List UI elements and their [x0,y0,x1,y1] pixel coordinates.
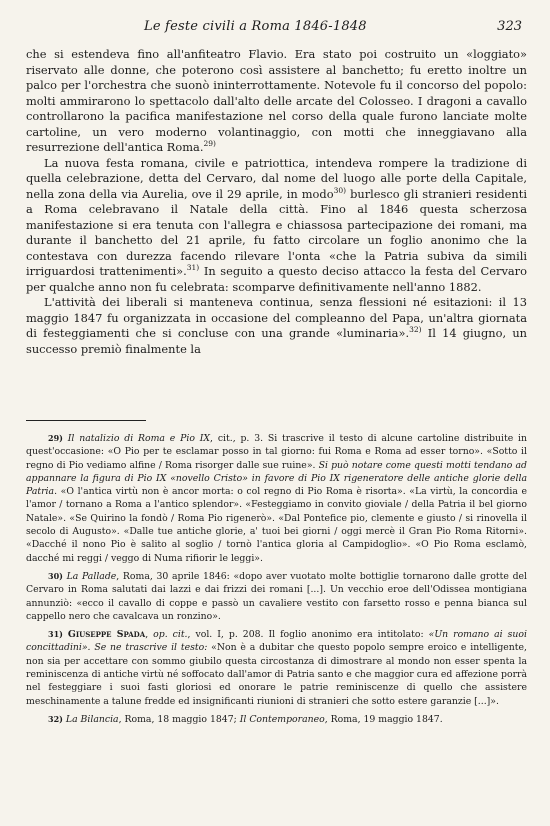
footnote-ref[interactable]: 29) [203,139,216,149]
footnote-author: Giuseppe Spada [67,629,146,641]
footnote-number: 31) [48,629,63,640]
footnote-ref[interactable]: 30) [333,185,347,195]
footnote-ref[interactable]: 32) [409,325,422,335]
footnote: 30) La Pallade, Roma, 30 aprile 1846: «dopo aver vuotato molte bottiglie tornarono dalle grotte del Cervaro in Roma salutati dai lazzi e dai frizzi dei romani [...]. Un vecchio eroe dell'Odissea montigiana annunziò: «ecco il cavallo di coppe e passò un cavaliere vestito con farsetto rosso e penna bianca sul cappello nero che cavalcava un ronzino». [26,570,527,622]
footnote-separator [26,420,146,421]
footnote-number: 29) [48,433,63,443]
paragraph: che si estendeva fino all'anfiteatro Flavio. Era stato poi costruito un «loggiato» riservato alle donne, che poterono così assistere al banchetto; fu eretto inoltre un palco per l'orchestra che suonò ininterrottamente. Notevole fu il concorso del popolo: molti ammirarono lo spettacolo dall'alto delle arcate del Colosseo. I dragoni a cavallo controllarono la pacifica manifestazione nel corso della quale furono lanciate molte cartoline, un vero moderno volantinaggio, con motti che inneggiavano alla resurrezione dell'antica Roma.$^{29)}$ [26,47,527,154]
running-title: Le feste civili a Roma 1846-1848 [144,19,367,34]
footnote: 29) Il natalizio di Roma e Pio IX, cit., p. 3. Si trascrive il testo di alcune cartoline distribuite in quest'occasione: «O Pio per te esclamar posso in tal giorno: fui Roma e Roma ad esser torno». «Sotto il regno di Pio vediamo alfine / Roma risorger dalle sue ruine». Si può notare come questi motti tendano ad appannare la figura di Pio IX «novello Cristo» in favore di Pio IX rigeneratore delle antiche glorie della Patria. «O l'antica virtù non è ancor morta: o col regno di Pio Roma è risorta». «La virtù, la concordia e l'amor / tornano a Roma a l'antico splendor». «Festeggiamo in convito gioviale / della Patria il bel giorno Natale». «Se Quirino la fondò / Roma Pio rigenerò». «Dal Pontefice pio, clemente e giusto / si rinovella il secolo di Augusto». «Dalle tue antiche glorie, a' tuoi bei giorni / oggi mercè il Gran Pio Roma Ritorni». «Dacché il nono Pio è salito al soglio / tornò l'antica gloria al Campidoglio». «O Pio Roma esclamò, dacché mi reggi / veggo di Numa rifiorir le leggi». [26,433,527,564]
paragraph: La nuova festa romana, civile e patriottica, intendeva rompere la tradizione di quella celebrazione, detta del Cervaro, dal nome del luogo alle porte della Capitale, nella zona della via Aurelia, ove il 29 aprile, in modo$^{30)}$ burlesco gli stranieri residenti a Roma celebravano il Natale della città. Fino al 1846 questa scherzosa manifestazione si era tenuta con l'allegra e chiassosa partecipazione dei romani, ma durante il banchetto del 21 aprile, fu fatto circolare un foglio anonimo che la contestava con durezza facendo rilevare l'onta «che la Patria subiva da simili irriguardosi trattenimenti».$^{31)}$ In seguito a questo deciso attacco la festa del Cervaro per qualche anno non fu celebrata: scomparve definitivamente nell'anno 1882. [26,155,527,294]
page-number: 323 [497,19,522,34]
footnote: 32) La Bilancia, Roma, 18 maggio 1847; Il Contemporaneo, Roma, 19 maggio 1847. [48,713,443,725]
footnote-ref[interactable]: 31) [186,263,200,273]
paragraph: L'attività dei liberali si manteneva continua, senza flessioni né esitazioni: il 13 maggio 1847 fu organizzata in occasione del compleanno del Papa, un'altra giornata di festeggiamenti che si concluse con una grande «luminaria».$^{32)}$ Il 14 giugno, un successo premiò finalmente la [26,295,527,356]
footnote-number: 30) [48,570,63,581]
page-header [26,17,530,37]
footnote: 31) Giuseppe Spada, op. cit., vol. I, p. 208. Il foglio anonimo era intitolato: «Un romano ai suoi concittadini». Se ne trascrive il testo: «Non è a dubitar che questo popolo sempre eroico e intelligente, non sia per accettare con sommo giubilo questa circostanza di dimostrare al mondo non esser spenta la reminiscenza di antiche virtù né soffocato dall'amor di Patria santo e che maggior cura ed affezione porrà nel festeggiare i suoi fasti gloriosi ed onorare le patrie reminiscenze di quello che assistere meschinamente a talune fredde ed insignificanti riunioni di stranieri che sotto estere garanzie [...]». [26,629,527,707]
footnotes [26,432,527,726]
footnote-number: 32) [48,713,63,724]
body-text [26,47,527,357]
